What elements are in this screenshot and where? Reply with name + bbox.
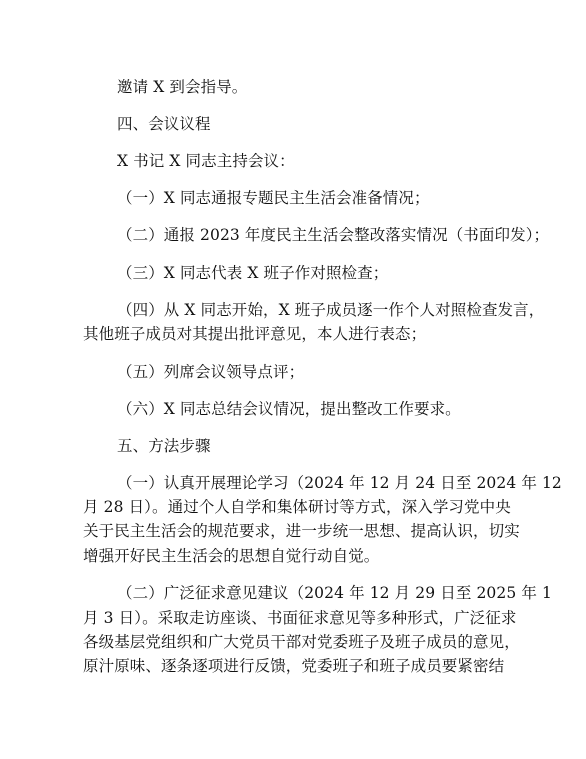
agenda-item-6: （六）X 同志总结会议情况，提出整改工作要求。 [117,400,461,418]
method-step-1-line-1: （一）认真开展理论学习（2024 年 12 月 24 日至 2024 年 12 [117,474,562,492]
agenda-item-1: （一）X 同志通报专题民主生活会准备情况； [117,189,430,207]
method-step-1-line-3: 关于民主生活会的规范要求，进一步统一思想、提高认识，切实 [83,522,520,540]
agenda-item-2: （二）通报 2023 年度民主生活会整改落实情况（书面印发）； [117,226,550,244]
text-line-host: X 书记 X 同志主持会议： [117,152,295,170]
agenda-item-4-line-1: （四）从 X 同志开始，X 班子成员逐一作个人对照检查发言， [117,301,545,319]
method-step-1-line-4: 增强开好民主生活会的思想自觉行动自觉。 [83,547,380,565]
agenda-item-5: （五）列席会议领导点评； [117,363,305,381]
method-step-2-line-1: （二）广泛征求意见建议（2024 年 12 月 29 日至 2025 年 1 [117,584,552,602]
agenda-item-4-line-2: 其他班子成员对其提出批评意见，本人进行表态； [83,325,427,343]
agenda-item-3: （三）X 同志代表 X 班子作对照检查； [117,264,389,282]
section-heading-agenda: 四、会议议程 [117,115,211,133]
method-step-1-line-2: 月 28 日）。通过个人自学和集体研讨等方式，深入学习党中央 [83,498,511,516]
method-step-2-line-4: 原汁原味、逐条逐项进行反馈，党委班子和班子成员要紧密结 [83,657,505,675]
section-heading-method: 五、方法步骤 [117,437,211,455]
text-line-invitation: 邀请 X 到会指导。 [117,78,248,96]
method-step-2-line-3: 各级基层党组织和广大党员干部对党委班子及班子成员的意见， [83,633,520,651]
method-step-2-line-2: 月 3 日）。采取走访座谈、书面征求意见等多种形式，广泛征求 [83,609,517,627]
